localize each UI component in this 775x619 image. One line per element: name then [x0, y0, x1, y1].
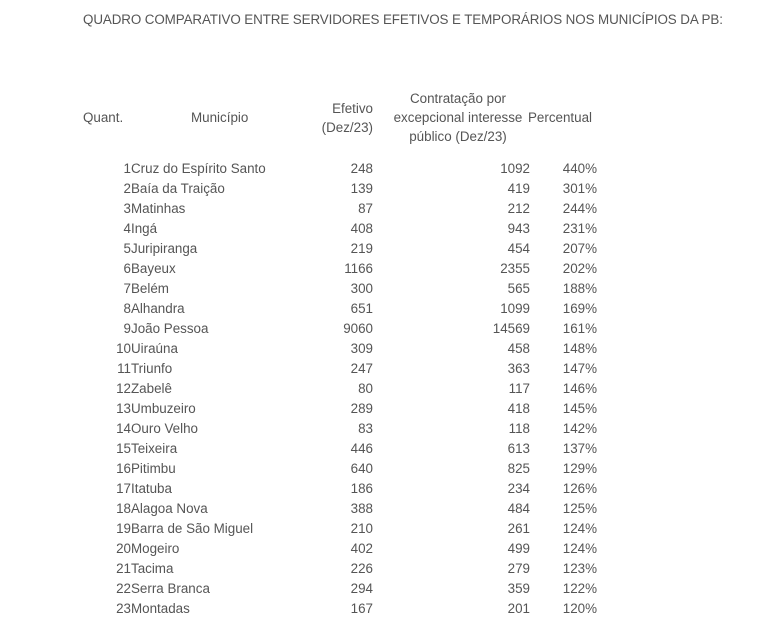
- cell-percentual: 147%: [562, 361, 597, 376]
- cell-percentual: 126%: [562, 481, 597, 496]
- cell-percentual: 122%: [562, 581, 597, 596]
- cell-quant: 4: [123, 221, 131, 236]
- header-contratacao: [385, 89, 531, 146]
- cell-quant: 19: [116, 521, 131, 536]
- table-body: [0, 159, 775, 619]
- cell-contratacao: 499: [507, 541, 530, 556]
- cell-municipio: Ouro Velho: [131, 421, 198, 436]
- table-row: [0, 459, 775, 479]
- cell-percentual: 301%: [562, 181, 597, 196]
- cell-quant: 22: [116, 581, 131, 596]
- table-row: [0, 299, 775, 319]
- cell-percentual: 120%: [562, 601, 597, 616]
- cell-contratacao: 418: [507, 401, 530, 416]
- cell-percentual: 129%: [562, 461, 597, 476]
- table-row: [0, 599, 775, 619]
- cell-contratacao: 14569: [492, 321, 530, 336]
- cell-percentual: 124%: [562, 521, 597, 536]
- cell-quant: 17: [116, 481, 131, 496]
- cell-efetivo: 1166: [344, 261, 373, 276]
- table-row: [0, 439, 775, 459]
- page-title: QUADRO COMPARATIVO ENTRE SERVIDORES EFETIVOS E TEMPORÁRIOS NOS MUNICÍPIOS DA PB:: [83, 12, 723, 27]
- cell-quant: 13: [116, 401, 131, 416]
- cell-municipio: João Pessoa: [131, 321, 209, 336]
- cell-efetivo: 139: [350, 181, 373, 196]
- cell-efetivo: 167: [350, 601, 373, 616]
- cell-efetivo: 248: [350, 161, 373, 176]
- header-efetivo: [303, 99, 373, 137]
- cell-municipio: Alhandra: [131, 301, 185, 316]
- cell-quant: 3: [123, 201, 131, 216]
- cell-quant: 10: [116, 341, 131, 356]
- cell-contratacao: 419: [507, 181, 530, 196]
- cell-municipio: Alagoa Nova: [131, 501, 208, 516]
- cell-efetivo: 294: [350, 581, 373, 596]
- cell-contratacao: 943: [507, 221, 530, 236]
- cell-percentual: 124%: [562, 541, 597, 556]
- table-row: [0, 499, 775, 519]
- cell-efetivo: 408: [350, 221, 373, 236]
- cell-efetivo: 446: [350, 441, 373, 456]
- cell-municipio: Triunfo: [131, 361, 173, 376]
- cell-contratacao: 118: [508, 421, 530, 436]
- cell-municipio: Bayeux: [131, 261, 176, 276]
- table-row: [0, 419, 775, 439]
- cell-municipio: Baía da Traição: [131, 181, 225, 196]
- header-municipio: Município: [191, 110, 249, 125]
- cell-contratacao: 363: [507, 361, 530, 376]
- cell-municipio: Montadas: [131, 601, 190, 616]
- cell-percentual: 231%: [562, 221, 597, 236]
- cell-quant: 6: [123, 261, 131, 276]
- cell-contratacao: 1092: [500, 161, 530, 176]
- cell-quant: 20: [116, 541, 131, 556]
- cell-quant: 11: [117, 361, 131, 376]
- table-row: [0, 199, 775, 219]
- table-row: [0, 239, 775, 259]
- cell-municipio: Barra de São Miguel: [131, 521, 254, 536]
- cell-municipio: Mogeiro: [131, 541, 180, 556]
- cell-percentual: 169%: [562, 301, 597, 316]
- cell-percentual: 161%: [562, 321, 597, 336]
- cell-municipio: Juripiranga: [131, 241, 198, 256]
- cell-contratacao: 359: [507, 581, 530, 596]
- header-efetivo-line2: (Dez/23): [321, 120, 373, 135]
- cell-contratacao: 484: [507, 501, 530, 516]
- cell-quant: 9: [123, 321, 131, 336]
- cell-percentual: 142%: [562, 421, 597, 436]
- cell-quant: 18: [116, 501, 131, 516]
- cell-contratacao: 279: [507, 561, 530, 576]
- cell-efetivo: 289: [350, 401, 373, 416]
- table-row: [0, 279, 775, 299]
- cell-quant: 15: [116, 441, 131, 456]
- cell-quant: 8: [123, 301, 131, 316]
- header-contratacao-line3: público (Dez/23): [409, 129, 507, 144]
- cell-municipio: Pitimbu: [131, 461, 176, 476]
- table-row: [0, 559, 775, 579]
- cell-municipio: Zabelê: [131, 381, 172, 396]
- table-row: [0, 479, 775, 499]
- table-row: [0, 159, 775, 179]
- cell-efetivo: 309: [350, 341, 373, 356]
- cell-percentual: 148%: [562, 341, 597, 356]
- header-contratacao-line2: excepcional interesse: [393, 110, 523, 125]
- cell-municipio: Ingá: [131, 221, 158, 236]
- cell-efetivo: 640: [350, 461, 373, 476]
- cell-efetivo: 186: [350, 481, 373, 496]
- cell-quant: 16: [116, 461, 131, 476]
- cell-quant: 12: [116, 381, 131, 396]
- cell-efetivo: 210: [350, 521, 373, 536]
- table-row: [0, 359, 775, 379]
- header-quant: Quant.: [83, 110, 124, 125]
- cell-percentual: 137%: [562, 441, 597, 456]
- table-row: [0, 379, 775, 399]
- table-row: [0, 339, 775, 359]
- cell-contratacao: 613: [507, 441, 530, 456]
- cell-quant: 1: [123, 161, 131, 176]
- cell-contratacao: 565: [507, 281, 530, 296]
- cell-municipio: Cruz do Espírito Santo: [131, 161, 266, 176]
- cell-contratacao: 234: [507, 481, 530, 496]
- cell-efetivo: 80: [358, 381, 373, 396]
- cell-percentual: 188%: [562, 281, 597, 296]
- cell-percentual: 123%: [562, 561, 597, 576]
- table-row: [0, 219, 775, 239]
- cell-efetivo: 651: [350, 301, 373, 316]
- cell-municipio: Belém: [131, 281, 169, 296]
- header-percentual: Percentual: [528, 110, 593, 125]
- table-row: [0, 399, 775, 419]
- cell-efetivo: 83: [358, 421, 373, 436]
- table-row: [0, 519, 775, 539]
- cell-quant: 14: [116, 421, 131, 436]
- cell-efetivo: 219: [350, 241, 373, 256]
- cell-contratacao: 212: [507, 201, 530, 216]
- cell-efetivo: 226: [350, 561, 373, 576]
- table-row: [0, 259, 775, 279]
- cell-quant: 7: [123, 281, 131, 296]
- cell-quant: 5: [123, 241, 131, 256]
- cell-contratacao: 117: [508, 381, 530, 396]
- cell-efetivo: 9060: [343, 321, 373, 336]
- cell-municipio: Tacima: [131, 561, 174, 576]
- cell-efetivo: 300: [350, 281, 373, 296]
- cell-percentual: 145%: [562, 401, 597, 416]
- cell-quant: 2: [123, 181, 131, 196]
- cell-percentual: 244%: [562, 201, 597, 216]
- cell-percentual: 146%: [562, 381, 597, 396]
- header-contratacao-line1: Contratação por: [409, 91, 507, 106]
- cell-efetivo: 87: [358, 201, 373, 216]
- header-efetivo-line1: Efetivo: [332, 101, 373, 116]
- cell-contratacao: 261: [507, 521, 530, 536]
- cell-contratacao: 201: [507, 601, 530, 616]
- cell-percentual: 202%: [562, 261, 597, 276]
- cell-quant: 21: [116, 561, 131, 576]
- cell-municipio: Itatuba: [131, 481, 172, 496]
- cell-contratacao: 454: [507, 241, 530, 256]
- cell-efetivo: 402: [350, 541, 373, 556]
- table-row: [0, 319, 775, 339]
- cell-contratacao: 825: [507, 461, 530, 476]
- cell-efetivo: 247: [350, 361, 373, 376]
- table-row: [0, 579, 775, 599]
- cell-contratacao: 2355: [500, 261, 530, 276]
- cell-municipio: Matinhas: [131, 201, 186, 216]
- cell-percentual: 125%: [562, 501, 597, 516]
- cell-percentual: 207%: [562, 241, 597, 256]
- cell-percentual: 440%: [562, 161, 597, 176]
- cell-efetivo: 388: [350, 501, 373, 516]
- table-row: [0, 539, 775, 559]
- cell-municipio: Umbuzeiro: [131, 401, 196, 416]
- cell-municipio: Serra Branca: [131, 581, 210, 596]
- cell-contratacao: 1099: [500, 301, 530, 316]
- cell-quant: 23: [116, 601, 131, 616]
- cell-municipio: Uiraúna: [131, 341, 178, 356]
- cell-contratacao: 458: [507, 341, 530, 356]
- table-row: [0, 179, 775, 199]
- cell-municipio: Teixeira: [131, 441, 178, 456]
